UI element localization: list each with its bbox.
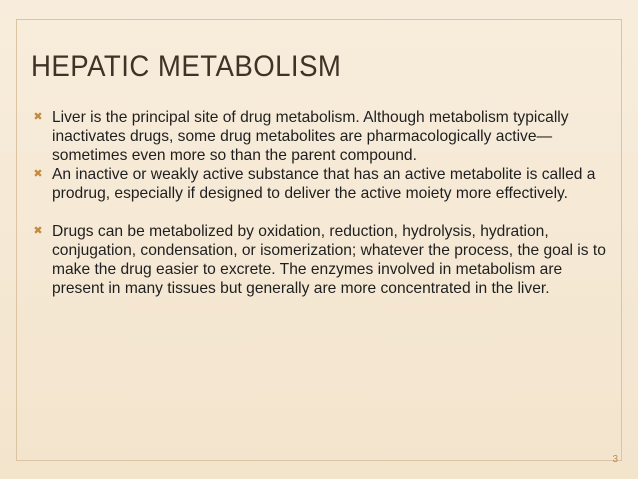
- x-bullet-icon: ✖: [33, 225, 43, 237]
- x-bullet-icon: ✖: [33, 168, 43, 180]
- slide-title: HEPATIC METABOLISM: [31, 50, 342, 83]
- bullet-item: [32, 165, 617, 203]
- x-bullet-icon: ✖: [33, 111, 43, 123]
- bullet-item: [32, 108, 617, 165]
- bullet-text: An inactive or weakly active substance that has an active metabolite is called a prodrug, especially if designed to deliver the active moiety more effectively.: [52, 166, 596, 202]
- bullet-text: Liver is the principal site of drug metabolism. Although metabolism typically inactivates drugs, some drug metabolites are pharmacologically active—sometimes even more so than the parent compound.: [52, 109, 569, 164]
- bullet-list: [32, 108, 617, 298]
- page-number: 3: [612, 454, 618, 465]
- bullet-item: [32, 222, 617, 298]
- bullet-text: Drugs can be metabolized by oxidation, reduction, hydrolysis, hydration, conjugation, condensation, or isomerization; whatever the process, the goal is to make the drug easier to excrete. The enzymes involved in metabolism are present in many tissues but generally are more concentrated in the liver.: [52, 223, 606, 297]
